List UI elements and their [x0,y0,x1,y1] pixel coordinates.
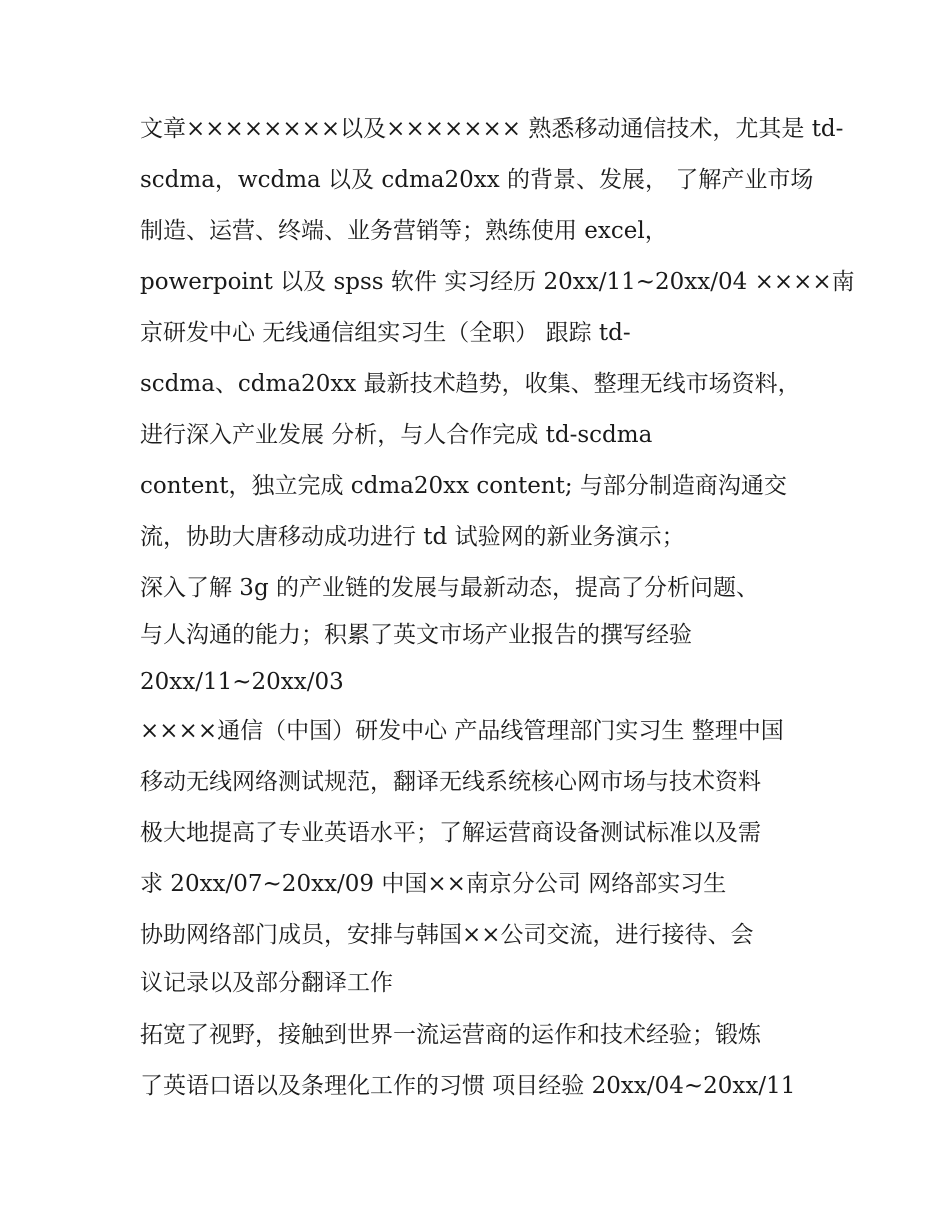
text-line: 求 20xx/07~20xx/09 中国××南京分公司 网络部实习生 [140,871,727,897]
text-line: 极大地提高了专业英语水平；了解运营商设备测试标准以及需 [140,820,761,846]
text-line: ××××通信（中国）研发中心 产品线管理部门实习生 整理中国 [140,718,784,744]
text-line: 文章××××××××以及××××××× 熟悉移动通信技术，尤其是 td- [140,116,844,142]
text-line: scdma，wcdma 以及 cdma20xx 的背景、发展， 了解产业市场 [140,167,814,193]
text-line: 进行深入产业发展 分析，与人合作完成 td-scdma [140,422,653,448]
text-line: 流，协助大唐移动成功进行 td 试验网的新业务演示； [140,524,685,550]
text-line: 协助网络部门成员，安排与韩国××公司交流，进行接待、会 [140,922,754,948]
text-line: 移动无线网络测试规范，翻译无线系统核心网市场与技术资料 [140,769,761,795]
text-line: 制造、运营、终端、业务营销等；熟练使用 excel， [140,218,668,244]
text-line: content，独立完成 cdma20xx content; 与部分制造商沟通交 [140,473,787,499]
text-line: 与人沟通的能力；积累了英文市场产业报告的撰写经验 [140,622,692,648]
text-line: 深入了解 3g 的产业链的发展与最新动态，提高了分析问题、 [140,575,759,601]
text-line: 拓宽了视野，接触到世界一流运营商的运作和技术经验；锻炼 [140,1022,761,1048]
text-line: 了英语口语以及条理化工作的习惯 项目经验 20xx/04~20xx/11 [140,1073,796,1099]
text-line: 20xx/11~20xx/03 [140,669,344,695]
text-line: scdma、cdma20xx 最新技术趋势，收集、整理无线市场资料， [140,371,801,397]
text-line: 京研发中心 无线通信组实习生（全职） 跟踪 td- [140,320,631,346]
text-line: powerpoint 以及 spss 软件 实习经历 20xx/11~20xx/04 ××××南 [140,269,855,295]
text-line: 议记录以及部分翻译工作 [140,970,393,996]
